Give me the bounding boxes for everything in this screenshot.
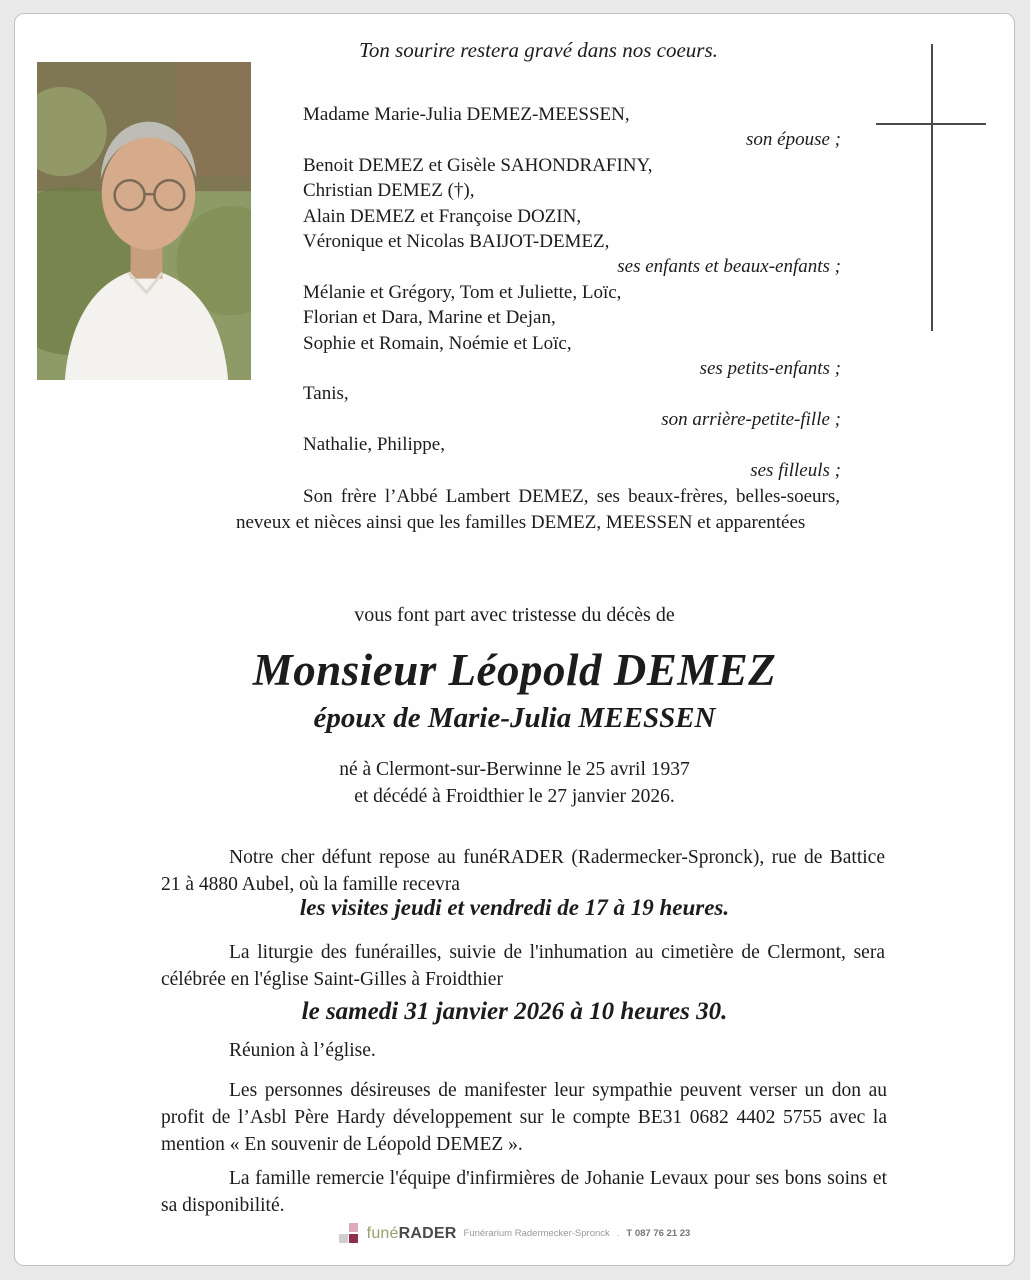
relation-label: ses filleuls ; bbox=[750, 459, 841, 481]
family-section bbox=[303, 102, 841, 483]
family-member-line: Véronique et Nicolas BAIJOT-DEMEZ, bbox=[303, 231, 610, 253]
repose-paragraph: Notre cher défunt repose au funéRADER (Radermecker-Spronck), rue de Battice 21 à 4880 Aubel, où la famille recevra bbox=[161, 847, 885, 895]
brand-main: RADER bbox=[398, 1224, 457, 1242]
family-member-line: Tanis, bbox=[303, 383, 349, 405]
logo-square-pink bbox=[349, 1223, 358, 1232]
family-member-line: Mélanie et Grégory, Tom et Juliette, Loïc, bbox=[303, 281, 622, 303]
footer-separator: . bbox=[616, 1228, 620, 1239]
family-member-line: Sophie et Romain, Noémie et Loïc, bbox=[303, 332, 572, 354]
birth-death-lines bbox=[15, 756, 1014, 810]
brand-prefix: funé bbox=[366, 1224, 399, 1242]
announcement-sheet bbox=[14, 13, 1015, 1266]
family-member-line: Madame Marie-Julia DEMEZ-MEESSEN, bbox=[303, 104, 630, 125]
brand-text bbox=[367, 1225, 457, 1243]
family-member-line: Alain DEMEZ et Françoise DOZIN, bbox=[303, 205, 582, 227]
epigraph-quote: Ton sourire restera gravé dans nos coeurs. bbox=[359, 38, 718, 62]
footer-subtitle: Funérarium Radermecker-Spronck bbox=[463, 1228, 610, 1239]
logo-square-maroon bbox=[349, 1234, 358, 1243]
portrait-photo bbox=[37, 62, 251, 380]
memorial-cross-icon bbox=[876, 123, 986, 125]
announcement-intro: vous font part avec tristesse du décès de bbox=[354, 604, 675, 626]
footer-phone: T 087 76 21 23 bbox=[626, 1228, 691, 1239]
relation-label: ses enfants et beaux-enfants ; bbox=[617, 256, 841, 278]
memorial-cross-icon bbox=[931, 44, 933, 331]
family-member-line: Benoit DEMEZ et Gisèle SAHONDRAFINY, bbox=[303, 154, 653, 176]
meeting-line: Réunion à l’église. bbox=[229, 1040, 376, 1061]
funerader-logo bbox=[15, 1223, 1014, 1244]
deceased-spouse-line: époux de Marie-Julia MEESSEN bbox=[313, 702, 716, 734]
relation-label: ses petits-enfants ; bbox=[699, 358, 841, 380]
relation-label: son épouse ; bbox=[746, 129, 841, 151]
thanks-paragraph: La famille remercie l'équipe d'infirmières de Johanie Levaux pour ses bons soins et sa disponibilité. bbox=[161, 1168, 887, 1216]
visiting-hours-line: les visites jeudi et vendredi de 17 à 19 heures. bbox=[299, 895, 730, 920]
donation-paragraph: Les personnes désireuses de manifester leur sympathie peuvent verser un don au profit de l’Asbl Père Hardy développement sur le compte BE31 0682 4402 5755 avec la mention « En souvenir de Léopold DEMEZ ». bbox=[161, 1080, 887, 1155]
death-line: et décédé à Froidthier le 27 janvier 2026. bbox=[354, 786, 675, 807]
ceremony-datetime-line: le samedi 31 janvier 2026 à 10 heures 30. bbox=[301, 998, 728, 1025]
family-member-line: Nathalie, Philippe, bbox=[303, 434, 445, 456]
family-member-line: Florian et Dara, Marine et Dejan, bbox=[303, 307, 556, 329]
family-member-line: Christian DEMEZ (†), bbox=[303, 180, 475, 202]
birth-line: né à Clermont-sur-Berwinne le 25 avril 1937 bbox=[339, 759, 690, 780]
liturgy-paragraph: La liturgie des funérailles, suivie de l'inhumation au cimetière de Clermont, sera célébrée en l'église Saint-Gilles à Froidthier bbox=[161, 942, 885, 990]
logo-square-gray bbox=[339, 1234, 348, 1243]
relation-label: son arrière-petite-fille ; bbox=[661, 408, 841, 430]
funerader-logo-icon bbox=[339, 1223, 360, 1244]
deceased-name: Monsieur Léopold DEMEZ bbox=[252, 645, 777, 695]
extended-family-text: Son frère l’Abbé Lambert DEMEZ, ses beaux-frères, belles-soeurs, neveux et nièces ainsi que les familles DEMEZ, MEESSEN et apparentées bbox=[236, 486, 840, 533]
